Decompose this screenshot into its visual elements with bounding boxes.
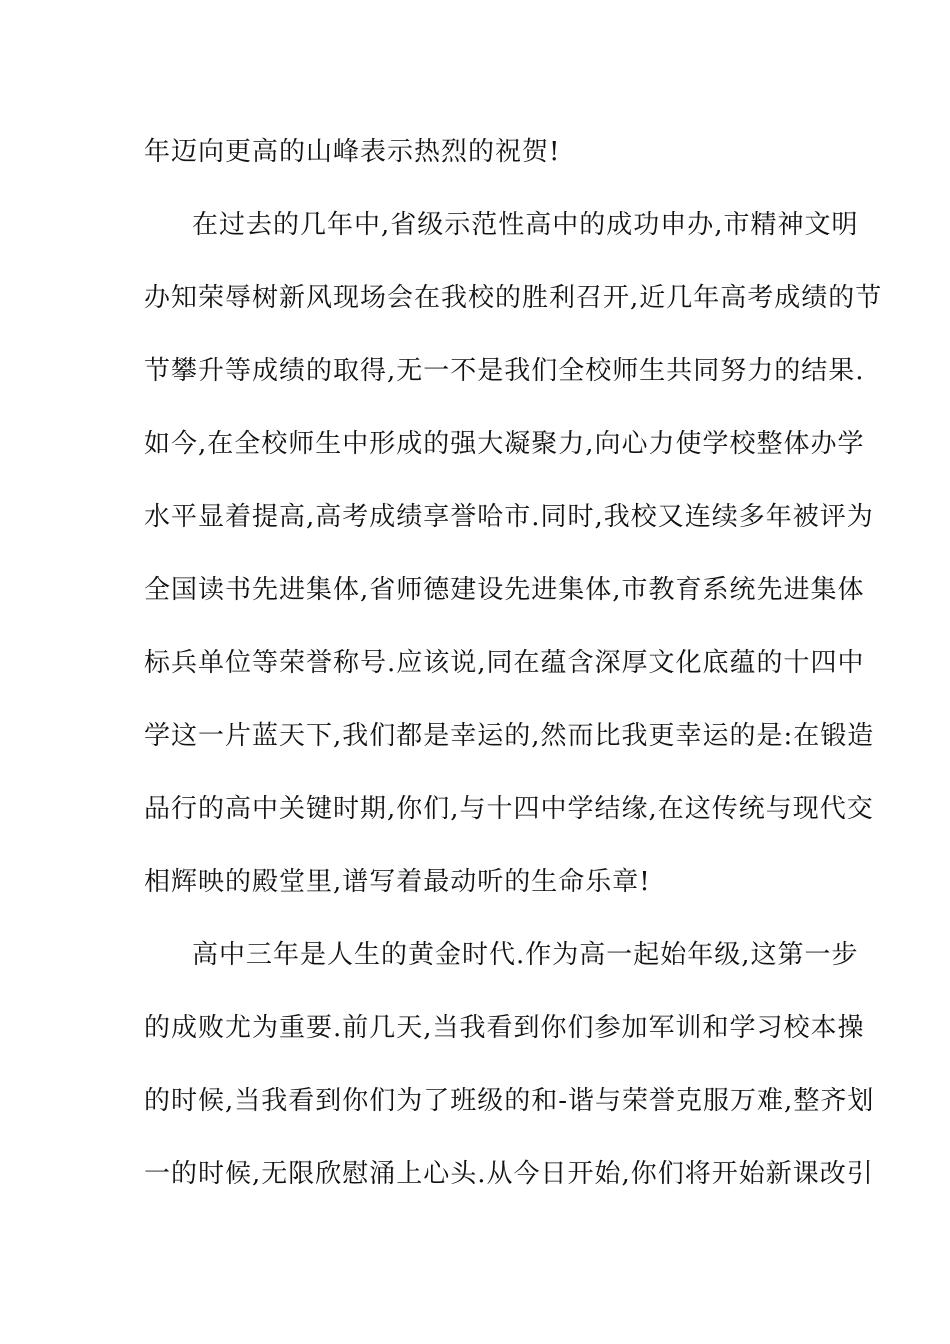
text-line: 标兵单位等荣誉称号.应该说,同在蕴含深厚文化底蕴的十四中 — [144, 648, 865, 678]
text-line: 办知荣辱树新风现场会在我校的胜利召开,近几年高考成绩的节 — [144, 283, 883, 313]
text-line: 全国读书先进集体,省师德建设先进集体,市教育系统先进集体 — [144, 575, 865, 605]
text-line: 一的时候,无限欣慰涌上心头.从今日开始,你们将开始新课改引 — [144, 1159, 874, 1189]
text-line: 节攀升等成绩的取得,无一不是我们全校师生共同努力的结果. — [144, 356, 865, 386]
text-line: 水平显着提高,高考成绩享誉哈市.同时,我校又连续多年被评为 — [144, 502, 874, 532]
text-line: 如今,在全校师生中形成的强大凝聚力,向心力使学校整体办学 — [144, 429, 865, 459]
paragraph-first-line: 高中三年是人生的黄金时代.作为高一起始年级,这第一步 — [192, 940, 859, 970]
text-line: 的成败尤为重要.前几天,当我看到你们参加军训和学习校本操 — [144, 1013, 865, 1043]
text-line: 品行的高中关键时期,你们,与十四中学结缘,在这传统与现代交 — [144, 794, 874, 824]
text-line: 相辉映的殿堂里,谱写着最动听的生命乐章! — [144, 867, 651, 897]
text-line: 年迈向更高的山峰表示热烈的祝贺! — [144, 137, 561, 167]
text-line: 学这一片蓝天下,我们都是幸运的,然而比我更幸运的是:在锻造 — [144, 721, 875, 751]
paragraph-first-line: 在过去的几年中,省级示范性高中的成功申办,市精神文明 — [192, 210, 859, 240]
text-line: 的时候,当我看到你们为了班级的和-谐与荣誉克服万难,整齐划 — [144, 1086, 875, 1116]
